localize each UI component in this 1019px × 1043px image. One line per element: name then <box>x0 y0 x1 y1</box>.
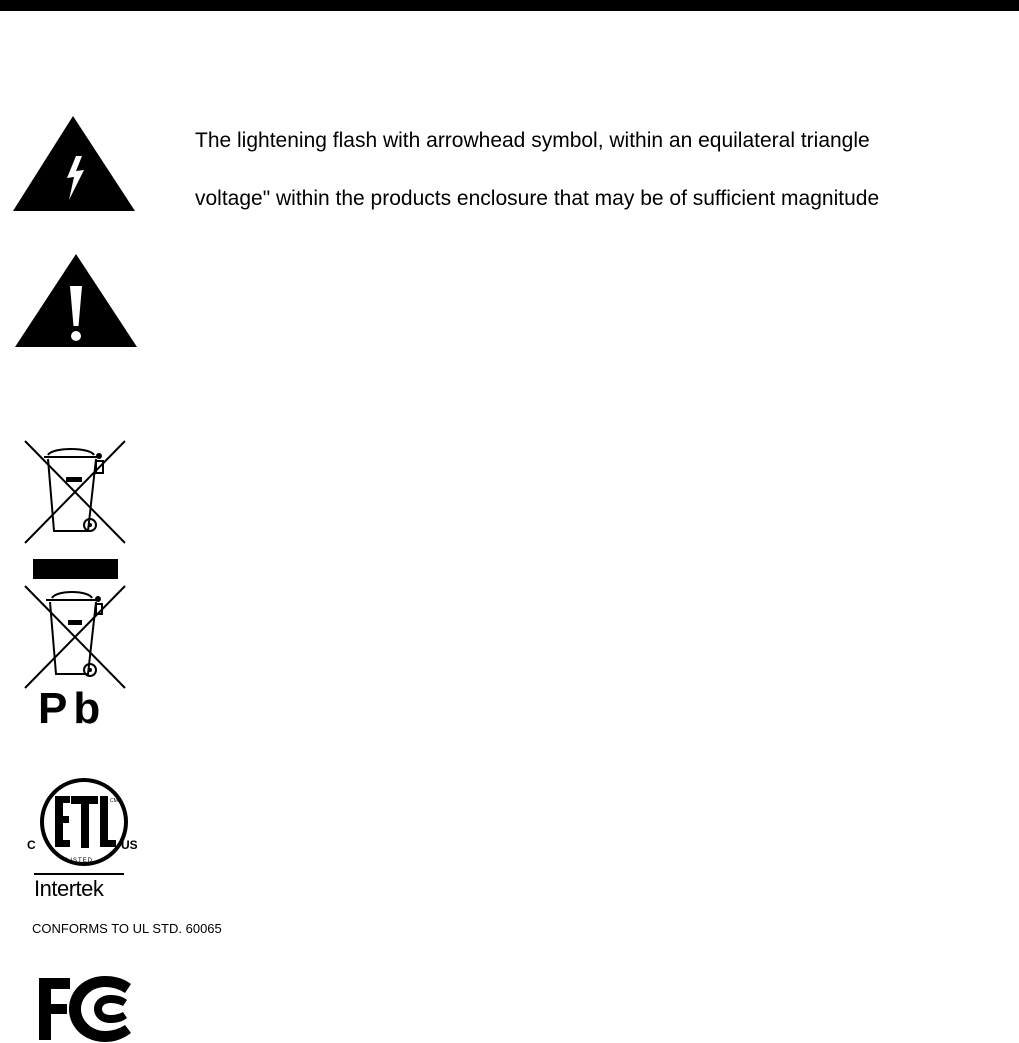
warning-text-line-2: voltage" within the products enclosure that may be of sufficient magnitude <box>195 187 880 210</box>
exclamation-warning-icon <box>14 254 138 348</box>
etl-us-label: US <box>121 838 138 852</box>
crossed-out-wheelie-bin-icon <box>22 439 128 547</box>
fcc-logo-icon <box>39 976 135 1042</box>
top-rule <box>0 0 1019 11</box>
crossed-out-bin-battery-icon <box>22 584 128 692</box>
weee-separator-bar <box>33 559 118 579</box>
conformance-statement: CONFORMS TO UL STD. 60065 <box>32 921 222 936</box>
warning-text-line-1: The lightening flash with arrowhead symbol, within an equilateral triangle <box>195 129 870 152</box>
lightning-warning-icon <box>12 116 136 212</box>
svg-text:LISTED: LISTED <box>66 858 94 864</box>
pb-lead-label: Pb <box>38 684 107 733</box>
svg-text:CM: CM <box>110 798 118 804</box>
intertek-label: Intertek <box>34 876 104 901</box>
etl-c-label: C <box>27 838 36 852</box>
etl-seal-icon <box>34 778 136 870</box>
etl-divider <box>34 873 124 875</box>
etl-listed-mark <box>22 778 150 908</box>
